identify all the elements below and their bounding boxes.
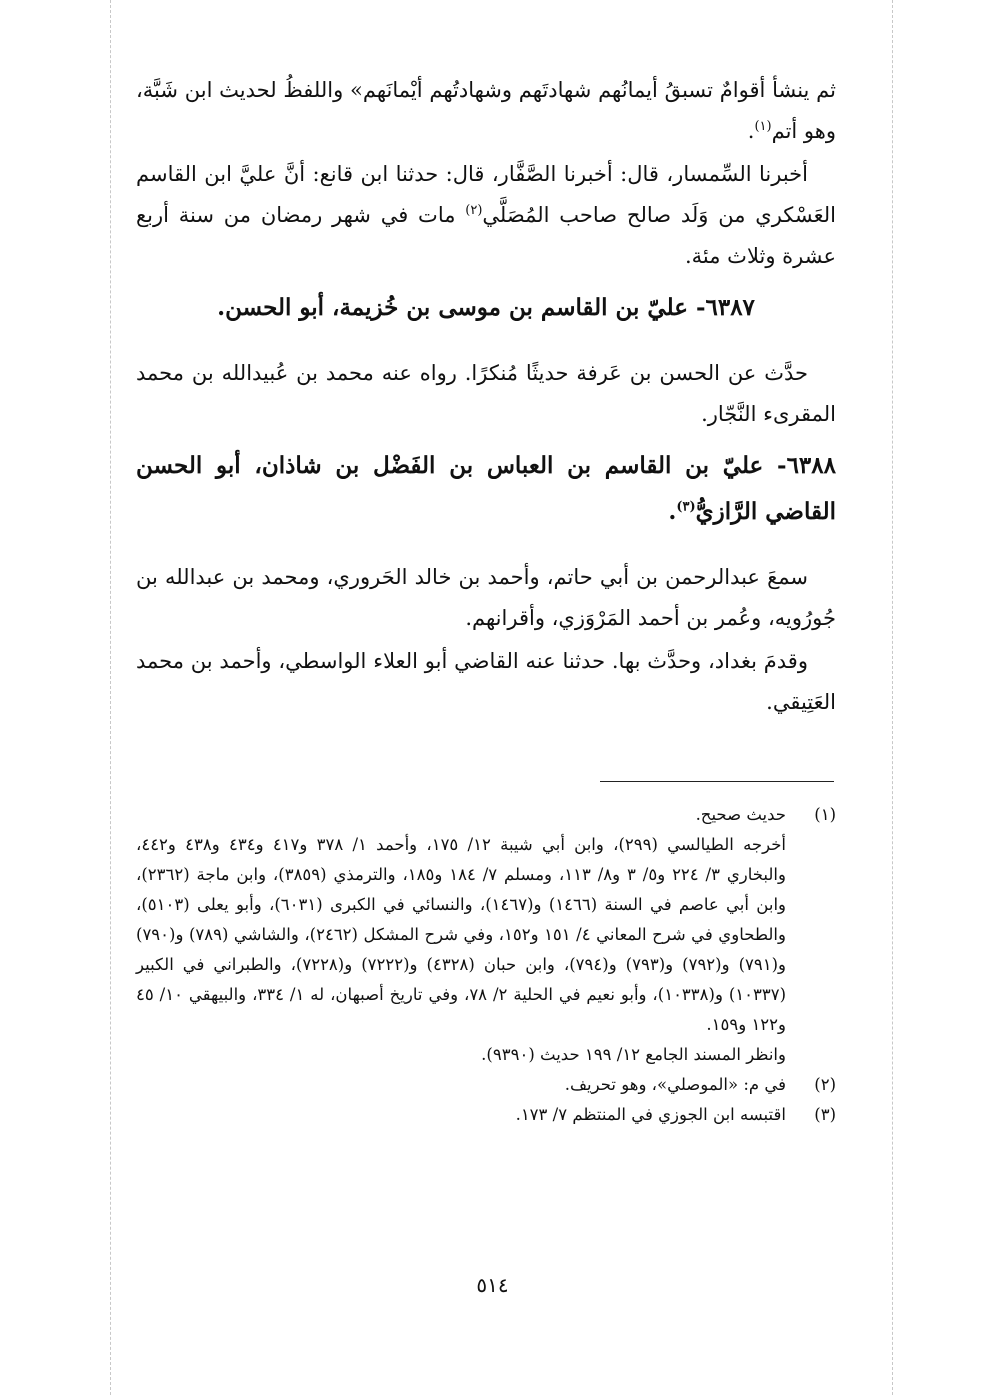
entry-heading: ٦٣٨٧- عليّ بن القاسم بن موسى بن خُزيمة، أبو الحسن.: [217, 294, 755, 321]
footnote-text: في م: «الموصلي»، وهو تحريف.: [564, 1075, 786, 1094]
main-text: [136, 70, 836, 725]
footnote-2: [136, 1070, 836, 1100]
footnote-text: اقتبسه ابن الجوزي في المنتظم ٧/ ١٧٣.: [515, 1105, 786, 1124]
footnotes: [136, 800, 836, 1130]
footnote-3: [136, 1100, 836, 1130]
footnote-ref: (٢): [465, 203, 483, 218]
footnote-1: [136, 800, 836, 1070]
footnote-ref: (٣): [676, 499, 696, 515]
footnote-number: (١): [814, 805, 836, 824]
scan-margin-line: [110, 0, 111, 1395]
paragraph: سمعَ عبدالرحمن بن أبي حاتم، وأحمد بن خالد الحَروري، ومحمد بن عبدالله بن جُورُويه، وعُمر بن أحمد المَرْوَزي، وأقرانهم.: [136, 565, 836, 630]
scan-margin-line: [892, 0, 893, 1395]
footnote-text: أخرجه الطيالسي (٢٩٩)، وابن أبي شيبة ١٢/ ١٧٥، وأحمد ١/ ٣٧٨ و٤١٧ و٤٣٤ و٤٣٨ و٤٤٢، والبخاري ٣/ ٢٢٤ و٥/ ٣ و٨/ ١١٣، ومسلم ٧/ ١٨٤ و١٨٥، والترمذي (٣٨٥٩)، وابن ماجة (٢٣٦٢)، وابن أبي عاصم في السنة (١٤٦٦) و(١٤٦٧)، والنسائي في الكبرى (٦٠٣١)، وأبو يعلى (٥١٠٣)، والطحاوي في شرح المعاني ٤/ ١٥١ و١٥٢، وفي شرح المشكل (٢٤٦٢)، والشاشي (٧٨٩) و(٧٩٠) و(٧٩١) و(٧٩٢) و(٧٩٣) و(٧٩٤)، وابن حبان (٤٣٢٨) و(٧٢٢٢) و(٧٢٢٨)، والطبراني في الكبير (١٠٣٣٧) و(١٠٣٣٨)، وأبو نعيم في الحلية ٢/ ٧٨، وفي تاريخ أصبهان، له ١/ ٣٣٤، والبيهقي ١٠/ ٤٥ و١٢٢ و١٥٩.: [136, 835, 787, 1034]
footnote-text: حديث صحيح.: [695, 805, 786, 824]
footnote-separator: [600, 781, 834, 782]
paragraph: وقدمَ بغداد، وحدَّث بها. حدثنا عنه القاضي أبو العلاء الواسطي، وأحمد بن محمد العَتِيقي.: [136, 649, 836, 714]
footnote-number: (٣): [814, 1105, 836, 1124]
paragraph: أخبرنا السِّمسار، قال: أخبرنا الصَّفَّار، قال: حدثنا ابن قانع: أنَّ عليَّ ابن القاسم العَسْكري من وَلَد صالح صاحب المُصَلَّي$^{(٢)}$ مات في شهر رمضان من سنة أربع عشرة وثلاث مئة.: [136, 162, 836, 268]
footnote-number: (٢): [814, 1075, 836, 1094]
footnote-text: وانظر المسند الجامع ١٢/ ١٩٩ حديث (٩٣٩٠).: [481, 1045, 786, 1064]
entry-heading: ٦٣٨٨- عليّ بن القاسم بن العباس بن الفَضْل بن شاذان، أبو الحسن القاضي الرَّازيُّ$^{(٣)}$.: [136, 452, 836, 525]
footnote-ref: (١): [754, 119, 772, 134]
paragraph: ثم ينشأ أقوامٌ تسبقُ أيمانُهم شهادتَهم وشهادتُهم أيْمانَهم» واللفظُ لحديث ابن شَبَّة، وهو أتم$^{(١)}$.: [136, 78, 836, 143]
page-number: ٥١٤: [476, 1273, 509, 1297]
paragraph: حدَّث عن الحسن بن عَرفة حديثًا مُنكرًا. رواه عنه محمد بن عُبيدالله بن محمد المقرىء النَّجّار.: [136, 361, 836, 426]
